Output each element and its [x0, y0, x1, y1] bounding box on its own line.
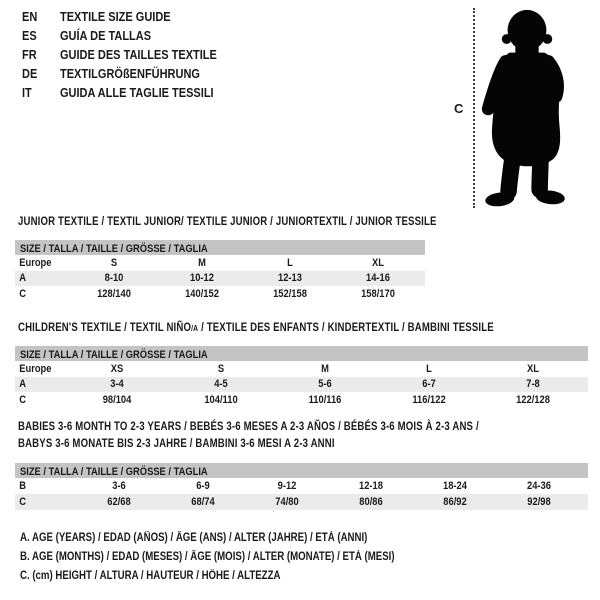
- table-row-sizes: [15, 361, 588, 377]
- height-cell: 86/92: [443, 496, 467, 508]
- babies-section-title-line2: BABYS 3-6 MONATE BIS 2-3 JAHRE / BAMBINI 3-6 MESI A 2-3 ANNI: [18, 436, 335, 450]
- size-header-band: [15, 240, 425, 255]
- language-title: GUIDE DES TAILLES TEXTILE: [60, 48, 217, 62]
- language-row: [22, 27, 238, 46]
- age-cell: 3-4: [110, 378, 124, 390]
- height-cell: 140/152: [185, 288, 219, 300]
- size-cell: L: [426, 363, 432, 375]
- size-cell: M: [198, 257, 206, 269]
- children-section-title: [18, 320, 494, 336]
- babies-size-table: [15, 463, 588, 510]
- spacer: [422, 271, 425, 286]
- size-cell: L: [287, 257, 293, 269]
- spacer: [422, 255, 425, 271]
- language-code: ES: [22, 29, 37, 43]
- spacer: [581, 478, 588, 494]
- language-row: [22, 8, 238, 27]
- size-header-band: [15, 346, 588, 361]
- children-title-sub: /A: [191, 323, 199, 333]
- language-row: [22, 65, 238, 84]
- table-row-age: [15, 377, 588, 392]
- height-cell: 62/68: [107, 496, 131, 508]
- age-cell: 24-36: [527, 480, 551, 492]
- height-cell: 80/86: [359, 496, 383, 508]
- age-cell: 12-18: [359, 480, 383, 492]
- language-code: IT: [22, 86, 32, 100]
- height-cell: 98/104: [102, 394, 132, 406]
- legend-line-height: C. (cm) HEIGHT / ALTURA / HAUTEUR / HÖHE / ALTEZZA: [20, 570, 281, 582]
- language-title-list: [22, 8, 238, 103]
- region-label-cell: Europe: [19, 363, 52, 375]
- language-code: EN: [22, 10, 38, 24]
- region-label-cell: Europe: [19, 257, 52, 269]
- spacer: [585, 361, 588, 377]
- table-row-height: [15, 494, 588, 510]
- height-cell: 74/80: [275, 496, 299, 508]
- size-cell: XL: [372, 257, 384, 269]
- junior-size-table: [15, 240, 425, 302]
- table-row-age-months: [15, 478, 588, 494]
- age-cell: 9-12: [277, 480, 297, 492]
- height-cell: 128/140: [97, 288, 131, 300]
- baby-silhouette-icon: [478, 6, 576, 210]
- language-title: GUIDA ALLE TAGLIE TESSILI: [60, 86, 214, 100]
- age-cell: 7-8: [526, 378, 540, 390]
- children-size-table: [15, 346, 588, 408]
- row-label-cell: C: [19, 394, 27, 406]
- children-title-pre: CHILDREN'S TEXTILE / TEXTIL NIÑO: [18, 320, 192, 334]
- age-cell: 18-24: [443, 480, 467, 492]
- height-cell: 68/74: [191, 496, 215, 508]
- row-label-cell: C: [19, 496, 27, 508]
- row-label-cell: C: [19, 288, 27, 300]
- age-cell: 10-12: [190, 272, 214, 284]
- babies-section-title-line1: BABIES 3-6 MONTH TO 2-3 YEARS / BEBÉS 3-6 MESES A 2-3 AÑOS / BÉBÉS 3-6 MOIS À 2-3 ANS /: [18, 419, 479, 433]
- size-cell: XL: [527, 363, 539, 375]
- height-cell: 152/158: [273, 288, 307, 300]
- size-header-label: SIZE / TALLA / TAILLE / GRÖSSE / TAGLIA: [20, 349, 208, 361]
- height-cell: 116/122: [412, 394, 446, 406]
- row-label-cell: B: [19, 480, 27, 492]
- language-row: [22, 84, 238, 103]
- spacer: [585, 377, 588, 392]
- height-cell: 158/170: [361, 288, 395, 300]
- height-cell: 92/98: [527, 496, 551, 508]
- legend: [20, 529, 466, 586]
- age-cell: 14-16: [366, 272, 390, 284]
- language-title: TEXTILE SIZE GUIDE: [60, 10, 171, 24]
- size-header-label: SIZE / TALLA / TAILLE / GRÖSSE / TAGLIA: [20, 466, 208, 478]
- height-cell: 104/110: [204, 394, 238, 406]
- height-measure-label: C: [454, 101, 464, 116]
- spacer: [585, 392, 588, 408]
- legend-line-age-months: B. AGE (MONTHS) / EDAD (MESES) / ÂGE (MOIS) / ALTER (MONATE) / ETÀ (MESI): [20, 551, 395, 563]
- legend-line-age-years: A. AGE (YEARS) / EDAD (AÑOS) / ÂGE (ANS) / ALTER (JAHRE) / ETÀ (ANNI): [20, 532, 368, 544]
- row-label-cell: A: [19, 272, 27, 284]
- age-cell: 6-9: [196, 480, 210, 492]
- size-cell: S: [217, 363, 225, 375]
- table-row-height: [15, 286, 425, 302]
- language-code: DE: [22, 67, 38, 81]
- language-row: [22, 46, 238, 65]
- table-row-age: [15, 271, 425, 286]
- language-title: GUÍA DE TALLAS: [60, 29, 152, 43]
- size-cell: S: [110, 257, 118, 269]
- height-cell: 110/116: [308, 394, 342, 406]
- age-cell: 5-6: [318, 378, 332, 390]
- language-code: FR: [22, 48, 37, 62]
- table-row-height: [15, 392, 588, 408]
- size-cell: XS: [110, 363, 124, 375]
- language-title: TEXTILGRÖßENFÜHRUNG: [60, 67, 200, 81]
- age-cell: 3-6: [112, 480, 126, 492]
- height-measure-line: [473, 8, 475, 208]
- age-cell: 12-13: [278, 272, 302, 284]
- size-cell: M: [321, 363, 329, 375]
- age-cell: 6-7: [422, 378, 436, 390]
- age-cell: 8-10: [104, 272, 124, 284]
- spacer: [581, 494, 588, 510]
- children-title-post: / TEXTILE DES ENFANTS / KINDERTEXTIL / BAMBINI TESSILE: [198, 320, 494, 334]
- age-cell: 4-5: [214, 378, 228, 390]
- height-cell: 122/128: [516, 394, 550, 406]
- size-header-band: [15, 463, 588, 478]
- spacer: [422, 286, 425, 302]
- row-label-cell: A: [19, 378, 27, 390]
- table-row-sizes: [15, 255, 425, 271]
- size-header-label: SIZE / TALLA / TAILLE / GRÖSSE / TAGLIA: [20, 243, 208, 255]
- height-figure: [448, 2, 580, 214]
- junior-section-title: JUNIOR TEXTILE / TEXTIL JUNIOR/ TEXTILE JUNIOR / JUNIORTEXTIL / JUNIOR TESSILE: [18, 214, 437, 228]
